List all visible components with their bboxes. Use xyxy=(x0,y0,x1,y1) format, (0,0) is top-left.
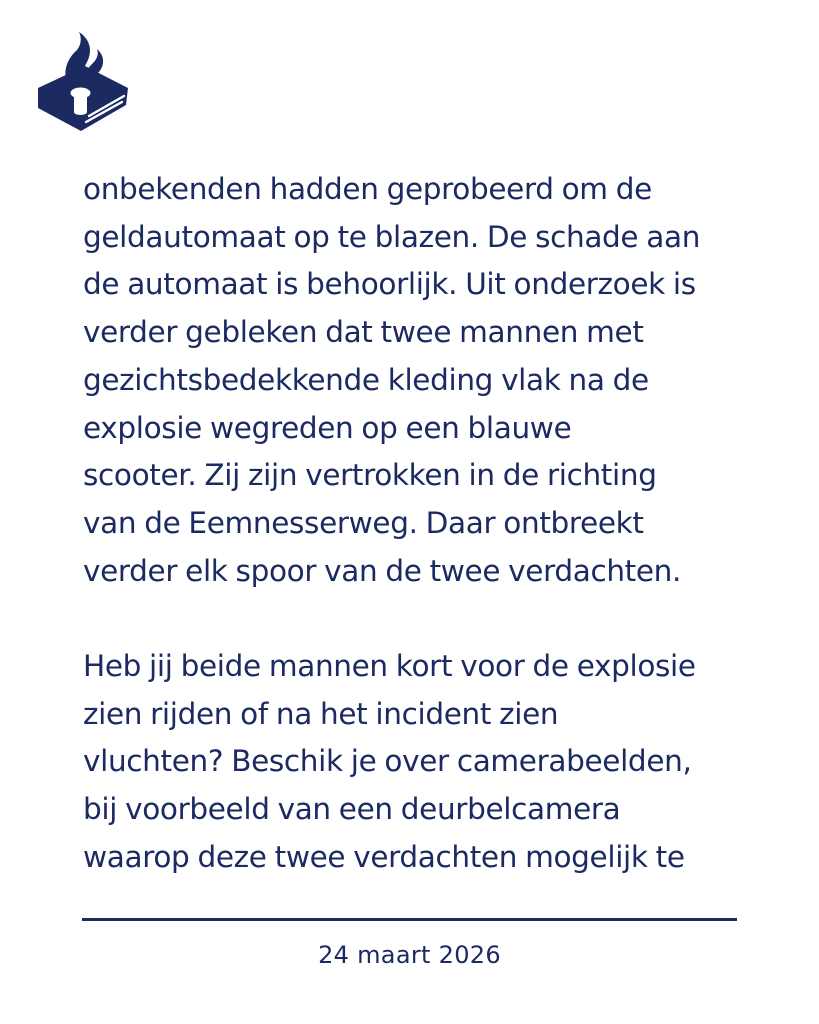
text-line: waarop deze twee verdachten mogelijk te xyxy=(83,839,685,874)
publication-date: 24 maart 2026 xyxy=(318,941,501,969)
article-paragraph-1 xyxy=(83,166,763,595)
text-line: onbekenden hadden geprobeerd om de xyxy=(83,172,652,206)
text-line: bij voorbeeld van een deurbelcamera xyxy=(83,792,621,827)
text-line: vluchten? Beschik je over camerabeelden, xyxy=(83,744,692,779)
text-line: explosie wegreden op een blauwe xyxy=(83,410,572,445)
text-line: verder gebleken dat twee mannen met xyxy=(83,315,644,350)
text-line: zien rijden of na het incident zien xyxy=(83,696,559,731)
article-body xyxy=(83,166,763,882)
text-line: van de Eemnesserweg. Daar ontbreekt xyxy=(83,505,644,540)
article-paragraph-2 xyxy=(83,643,763,882)
text-line: geldautomaat op te blazen. De schade aan xyxy=(83,219,701,254)
text-line: Heb jij beide mannen kort voor de explosie xyxy=(83,649,696,684)
text-line: gezichtsbedekkende kleding vlak na de xyxy=(83,362,649,397)
footer-divider xyxy=(82,918,737,921)
police-flame-logo-icon xyxy=(38,26,128,138)
text-line: de automaat is behoorlijk. Uit onderzoek is xyxy=(83,267,696,302)
text-line: scooter. Zij zijn vertrokken in de richting xyxy=(83,458,657,493)
text-line: verder elk spoor van de twee verdachten. xyxy=(83,553,682,588)
